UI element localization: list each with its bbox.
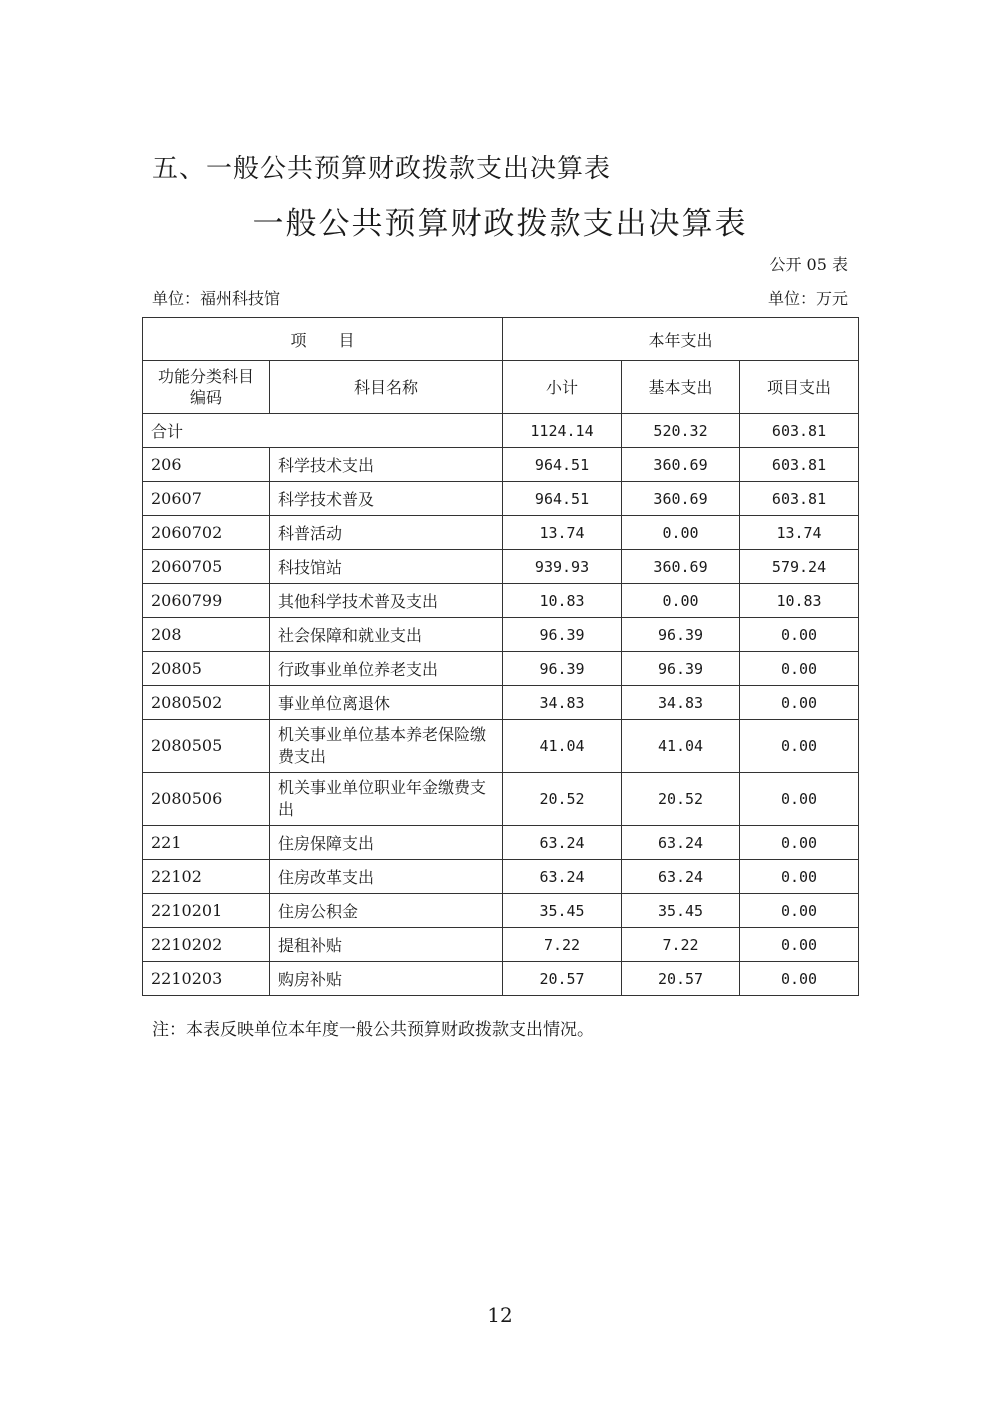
table-row xyxy=(143,720,859,773)
table-row xyxy=(143,826,859,860)
cell-basic: 96.39 xyxy=(622,652,740,686)
header-current-year: 本年支出 xyxy=(503,318,859,361)
header-basic: 基本支出 xyxy=(622,361,740,414)
document-title: 一般公共预算财政拨款支出决算表 xyxy=(252,206,748,242)
cell-code: 2080505 xyxy=(143,720,270,773)
table-note: 注：本表反映单位本年度一般公共预算财政拨款支出情况。 xyxy=(152,1020,594,1040)
cell-subtotal: 10.83 xyxy=(503,584,622,618)
cell-code: 20805 xyxy=(143,652,270,686)
cell-project: 0.00 xyxy=(740,652,859,686)
header-row-1 xyxy=(143,318,859,361)
cell-name: 社会保障和就业支出 xyxy=(270,618,503,652)
cell-basic: 0.00 xyxy=(622,516,740,550)
cell-project: 13.74 xyxy=(740,516,859,550)
cell-project: 0.00 xyxy=(740,720,859,773)
cell-subtotal: 41.04 xyxy=(503,720,622,773)
table-row xyxy=(143,448,859,482)
cell-name: 科普活动 xyxy=(270,516,503,550)
table-row xyxy=(143,686,859,720)
cell-project: 10.83 xyxy=(740,584,859,618)
cell-code: 20607 xyxy=(143,482,270,516)
cell-project: 603.81 xyxy=(740,414,859,448)
table-row xyxy=(143,773,859,826)
cell-name: 住房公积金 xyxy=(270,894,503,928)
cell-subtotal: 964.51 xyxy=(503,482,622,516)
table-row xyxy=(143,482,859,516)
cell-name: 提租补贴 xyxy=(270,928,503,962)
cell-name: 事业单位离退休 xyxy=(270,686,503,720)
cell-project: 0.00 xyxy=(740,618,859,652)
cell-name: 科技馆站 xyxy=(270,550,503,584)
cell-basic: 96.39 xyxy=(622,618,740,652)
cell-name: 其他科学技术普及支出 xyxy=(270,584,503,618)
cell-name: 购房补贴 xyxy=(270,962,503,996)
total-label: 合计 xyxy=(143,414,503,448)
header-code: 功能分类科目编码 xyxy=(143,361,270,414)
cell-basic: 63.24 xyxy=(622,860,740,894)
table-row xyxy=(143,584,859,618)
table-row xyxy=(143,894,859,928)
cell-basic: 20.57 xyxy=(622,962,740,996)
cell-basic: 7.22 xyxy=(622,928,740,962)
cell-project: 579.24 xyxy=(740,550,859,584)
cell-basic: 20.52 xyxy=(622,773,740,826)
section-heading: 五、一般公共预算财政拨款支出决算表 xyxy=(152,154,612,184)
cell-basic: 360.69 xyxy=(622,482,740,516)
cell-project: 0.00 xyxy=(740,962,859,996)
cell-subtotal: 20.57 xyxy=(503,962,622,996)
cell-basic: 360.69 xyxy=(622,550,740,584)
expenditure-table xyxy=(142,317,859,996)
header-row-2 xyxy=(143,361,859,414)
header-name: 科目名称 xyxy=(270,361,503,414)
cell-code: 2080506 xyxy=(143,773,270,826)
table-row xyxy=(143,860,859,894)
table-row xyxy=(143,928,859,962)
cell-basic: 360.69 xyxy=(622,448,740,482)
form-code: 公开 05 表 xyxy=(769,255,848,274)
cell-subtotal: 63.24 xyxy=(503,860,622,894)
cell-subtotal: 35.45 xyxy=(503,894,622,928)
cell-subtotal: 1124.14 xyxy=(503,414,622,448)
cell-basic: 35.45 xyxy=(622,894,740,928)
cell-name: 科学技术普及 xyxy=(270,482,503,516)
cell-name: 住房保障支出 xyxy=(270,826,503,860)
cell-name: 机关事业单位职业年金缴费支出 xyxy=(270,773,503,826)
header-subtotal: 小计 xyxy=(503,361,622,414)
cell-subtotal: 96.39 xyxy=(503,652,622,686)
cell-code: 2060705 xyxy=(143,550,270,584)
cell-basic: 0.00 xyxy=(622,584,740,618)
cell-code: 2210203 xyxy=(143,962,270,996)
cell-subtotal: 20.52 xyxy=(503,773,622,826)
cell-code: 221 xyxy=(143,826,270,860)
cell-basic: 520.32 xyxy=(622,414,740,448)
cell-code: 2210202 xyxy=(143,928,270,962)
reporting-unit: 单位：福州科技馆 xyxy=(152,289,281,308)
table-row xyxy=(143,652,859,686)
cell-project: 0.00 xyxy=(740,860,859,894)
cell-project: 0.00 xyxy=(740,826,859,860)
cell-subtotal: 13.74 xyxy=(503,516,622,550)
cell-project: 603.81 xyxy=(740,482,859,516)
cell-code: 2210201 xyxy=(143,894,270,928)
cell-subtotal: 63.24 xyxy=(503,826,622,860)
cell-project: 603.81 xyxy=(740,448,859,482)
total-row xyxy=(143,414,859,448)
header-project: 项目支出 xyxy=(740,361,859,414)
table-row xyxy=(143,962,859,996)
page-number: 12 xyxy=(487,1303,513,1327)
table-row xyxy=(143,618,859,652)
cell-code: 22102 xyxy=(143,860,270,894)
cell-project: 0.00 xyxy=(740,928,859,962)
cell-project: 0.00 xyxy=(740,894,859,928)
header-item: 项 目 xyxy=(143,318,503,361)
cell-subtotal: 964.51 xyxy=(503,448,622,482)
cell-code: 2060702 xyxy=(143,516,270,550)
cell-basic: 63.24 xyxy=(622,826,740,860)
table-row xyxy=(143,516,859,550)
cell-subtotal: 939.93 xyxy=(503,550,622,584)
cell-subtotal: 96.39 xyxy=(503,618,622,652)
cell-name: 住房改革支出 xyxy=(270,860,503,894)
currency-unit: 单位：万元 xyxy=(767,289,848,308)
cell-basic: 41.04 xyxy=(622,720,740,773)
table-row xyxy=(143,550,859,584)
cell-code: 208 xyxy=(143,618,270,652)
cell-project: 0.00 xyxy=(740,686,859,720)
cell-code: 2060799 xyxy=(143,584,270,618)
cell-name: 科学技术支出 xyxy=(270,448,503,482)
cell-code: 206 xyxy=(143,448,270,482)
cell-subtotal: 7.22 xyxy=(503,928,622,962)
cell-basic: 34.83 xyxy=(622,686,740,720)
cell-code: 2080502 xyxy=(143,686,270,720)
cell-project: 0.00 xyxy=(740,773,859,826)
cell-name: 行政事业单位养老支出 xyxy=(270,652,503,686)
cell-subtotal: 34.83 xyxy=(503,686,622,720)
cell-name: 机关事业单位基本养老保险缴费支出 xyxy=(270,720,503,773)
